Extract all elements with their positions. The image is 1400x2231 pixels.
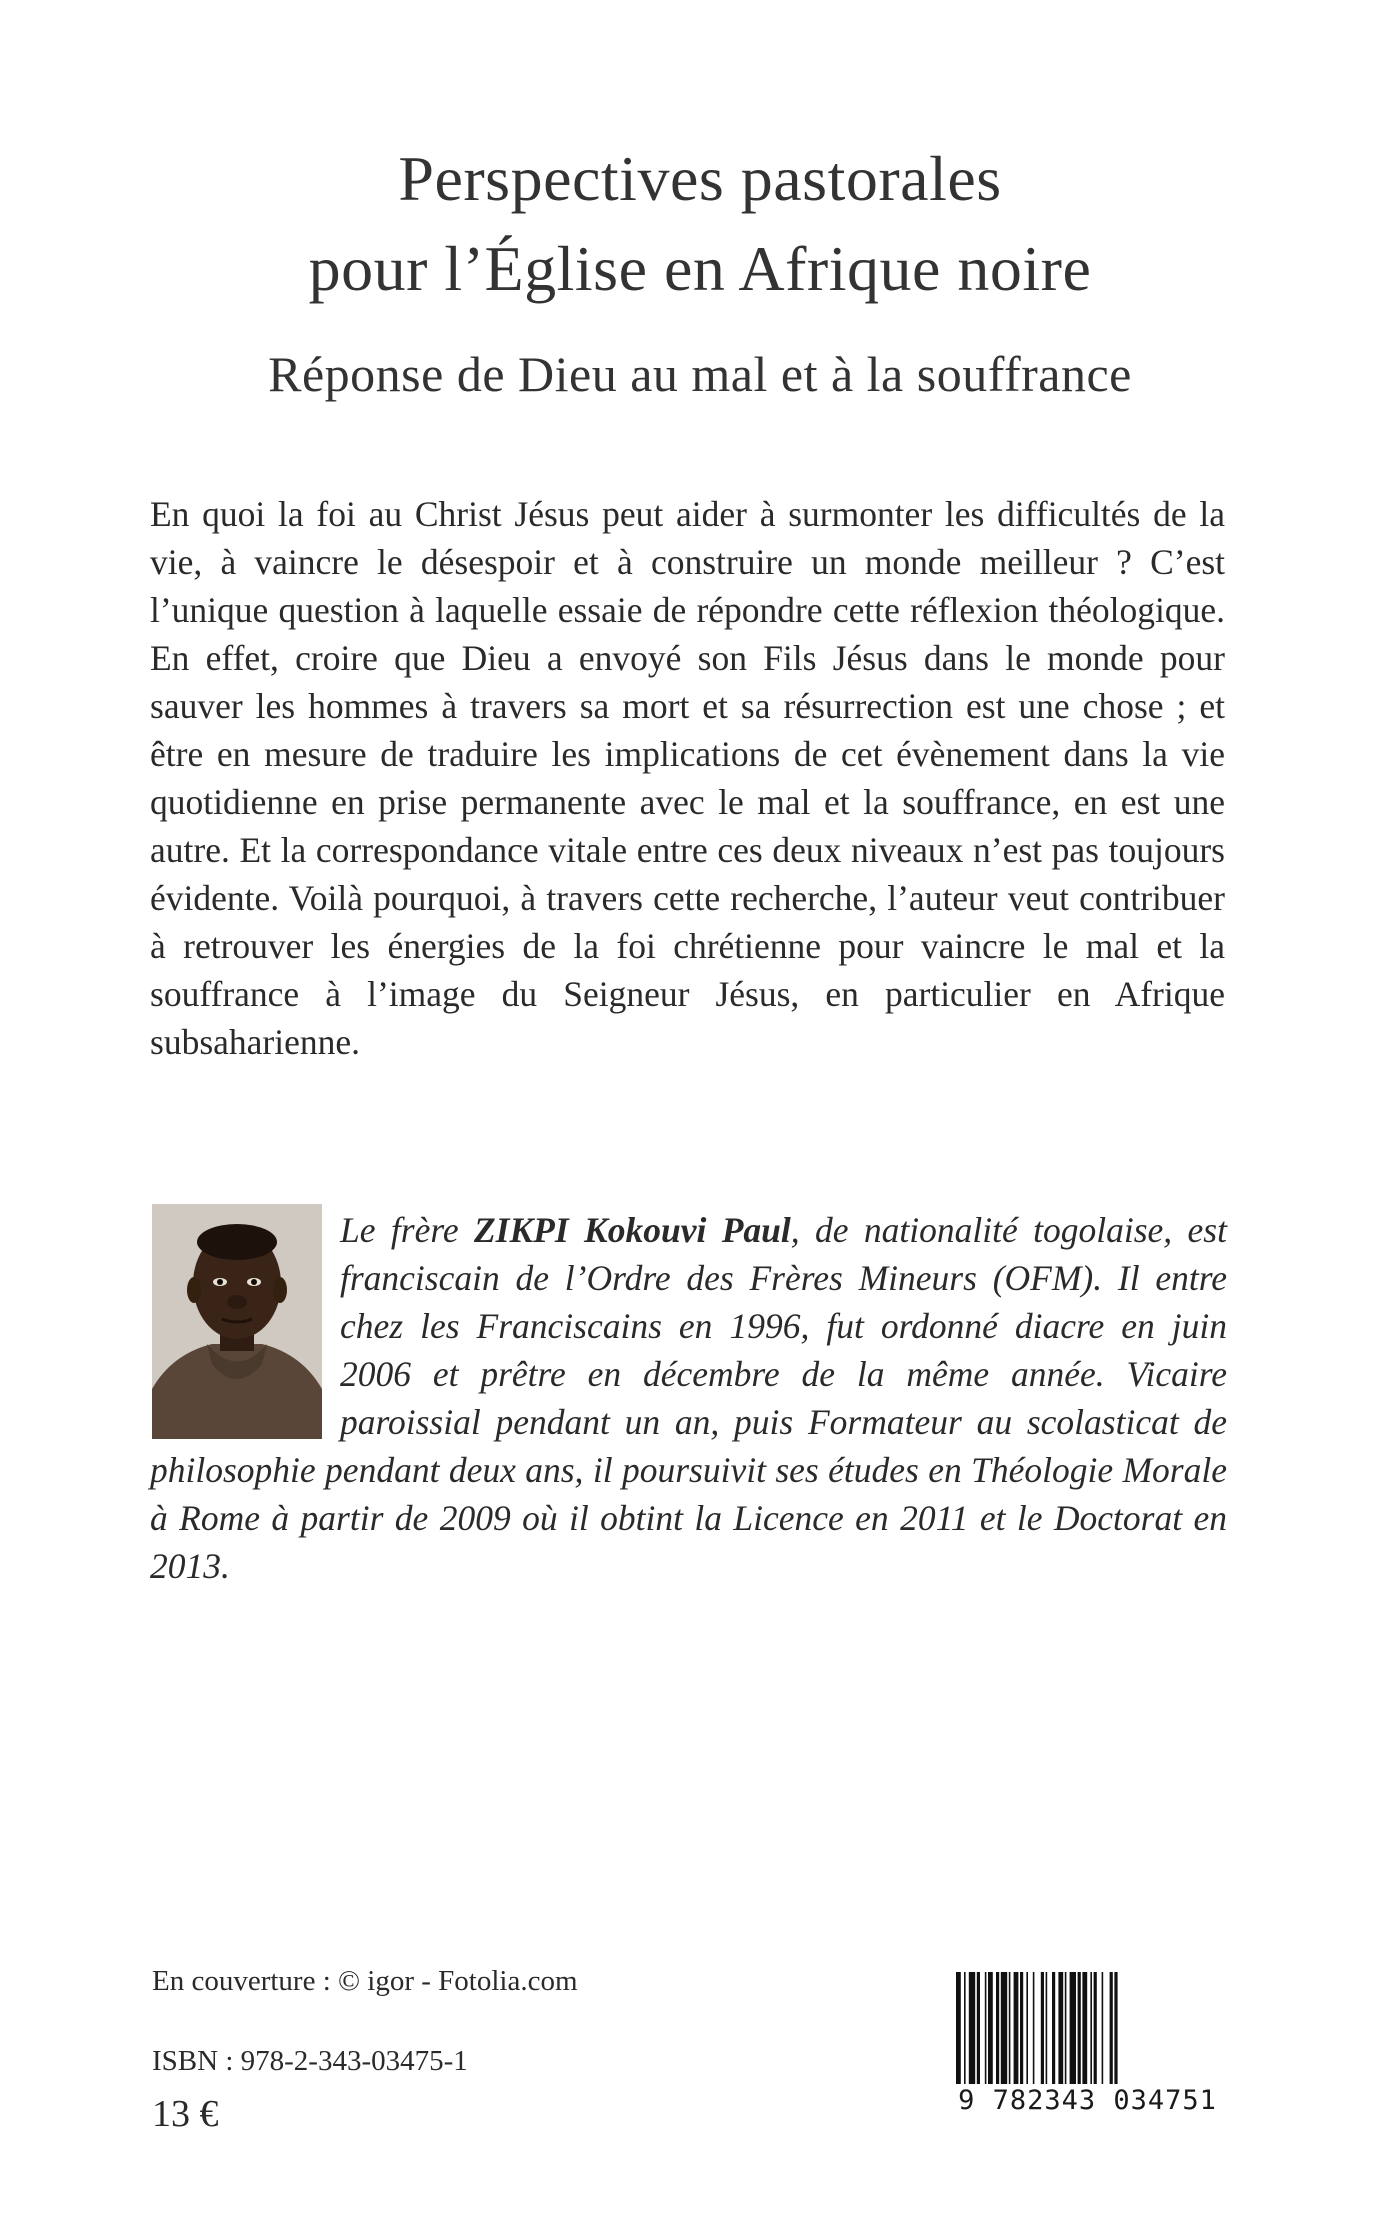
cover-credit: En couverture : © igor - Fotolia.com — [152, 1965, 578, 1997]
back-cover-blurb: En quoi la foi au Christ Jésus peut aider à surmonter les difficultés de la vie, à vaincre le désespoir et à construire un monde meilleur ? C’est l’unique question à laquelle essaie de répondre cette réflexion théologique. En effet, croire que Dieu a envoyé son Fils Jésus dans le monde pour sauver les hommes à travers sa mort et sa résurrection est une chose ; et être en mesure de traduire les implications de cet évènement dans la vie quotidienne en prise permanente avec le mal et la souffrance, en est une autre. Et la correspondance vitale entre ces deux niveaux n’est pas toujours évidente. Voilà pourquoi, à travers cette recherche, l’auteur veut contribuer à retrouver les énergies de la foi chrétienne pour vaincre le mal et la souffrance à l’image du Seigneur Jésus, en particulier en Afrique subsaharienne. — [150, 494, 1225, 1062]
author-bio-text: , de nationalité togolaise, est franciscain de l’Ordre des Frères Mineurs (OFM). Il entre chez les Franciscains en 1996, fut ordonné diacre en juin 2006 et prêtre en décembre de la même année. Vicaire paroissial pendant un an, puis Formateur au scolasticat de philosophie pendant deux ans, il poursuivit ses études en Théologie Morale à Rome à partir de 2009 où il obtint la Licence en 2011 et le Doctorat en 2013. — [150, 1210, 1227, 1586]
book-title-line-2: pour l’Église en Afrique noire — [308, 233, 1092, 304]
author-bio-intro: Le frère — [340, 1210, 474, 1250]
book-subtitle: Réponse de Dieu au mal et à la souffrance — [268, 346, 1132, 402]
author-bio — [150, 1206, 1227, 1590]
author-name: ZIKPI Kokouvi Paul — [473, 1210, 791, 1250]
book-title-line-1: Perspectives pastorales — [398, 143, 1002, 214]
isbn: ISBN : 978-2-343-03475-1 — [152, 2045, 468, 2077]
price: 13 € — [152, 2093, 219, 2135]
barcode-digits: 9 782343 034751 — [950, 2085, 1225, 2117]
